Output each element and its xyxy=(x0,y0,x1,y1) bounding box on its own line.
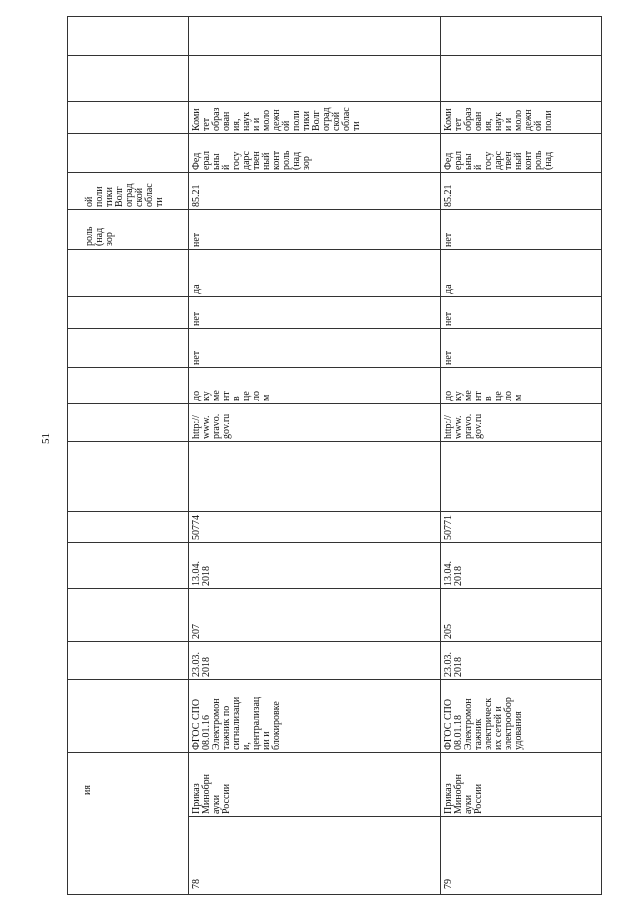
text-line: ия, xyxy=(483,118,494,131)
row-number: 79 xyxy=(443,879,454,889)
text-line: ован xyxy=(221,111,232,131)
row-number: 78 xyxy=(191,879,202,889)
text-line: (над xyxy=(291,151,302,170)
text-line: ФГОС СПО xyxy=(443,698,454,750)
text-line: моло xyxy=(261,109,272,131)
text-line: ован xyxy=(473,111,484,131)
text-line: Минобрн xyxy=(453,773,464,814)
text-line: www. xyxy=(201,415,212,439)
text-line: электрическ xyxy=(483,697,494,750)
text-line: оград xyxy=(124,183,135,207)
text-line: Электромон xyxy=(463,698,474,750)
text-line: Волг xyxy=(311,110,322,131)
authority xyxy=(444,151,554,170)
text-line: удования xyxy=(513,711,524,750)
text-line: образ xyxy=(211,107,222,131)
reg-number: 50771 xyxy=(443,515,454,540)
text-line: блокировке xyxy=(271,701,282,750)
text-line: й xyxy=(221,164,232,170)
text-line: ауки xyxy=(463,794,474,814)
text-line: gov.ru xyxy=(473,413,484,439)
text-line: госу xyxy=(231,151,242,170)
row-divider xyxy=(188,17,189,894)
text-line: тет xyxy=(201,117,212,131)
date-signed xyxy=(192,652,212,677)
text-line: роль xyxy=(281,150,292,170)
flag-b: нет xyxy=(443,311,454,326)
text-line: твен xyxy=(251,151,262,170)
text-line: www. xyxy=(453,415,464,439)
text-line: http:// xyxy=(191,415,202,439)
text-line: ии и xyxy=(261,731,272,750)
text-line: тажник по xyxy=(221,705,232,750)
text-line: ти xyxy=(351,121,362,131)
text-line: ло xyxy=(251,391,262,401)
text-line: gov.ru xyxy=(221,413,232,439)
text-line: м xyxy=(513,394,524,401)
text-line: поли xyxy=(94,186,105,207)
field-divider xyxy=(68,172,601,173)
doc-title xyxy=(444,697,524,750)
text-line: 08.01.18 xyxy=(453,715,464,750)
field-divider xyxy=(68,441,601,442)
text-line: нт xyxy=(221,391,232,401)
text-line: ти xyxy=(154,197,165,207)
text-line: 23.03. xyxy=(443,652,454,677)
text-line: поли xyxy=(291,110,302,131)
text-line: и и xyxy=(503,117,514,131)
text-line: тики xyxy=(104,187,115,207)
text-line: ой xyxy=(84,196,95,207)
field-divider xyxy=(68,133,601,134)
text-line: http:// xyxy=(443,415,454,439)
text-line: ьны xyxy=(463,153,474,170)
flag-a: нет xyxy=(191,350,202,365)
field-divider xyxy=(68,641,601,642)
text-line: электрообор xyxy=(503,697,514,750)
field-divider xyxy=(68,249,601,250)
field-divider xyxy=(68,101,601,102)
field-divider xyxy=(68,403,601,404)
field-divider xyxy=(68,679,601,680)
text-line: и, xyxy=(241,742,252,750)
text-line: м xyxy=(261,394,272,401)
text-line: госу xyxy=(483,151,494,170)
continuation-role xyxy=(85,227,115,246)
text-line: ской xyxy=(331,111,342,131)
text-line: ло xyxy=(503,391,514,401)
text-line: Приказ xyxy=(191,783,202,814)
field-divider xyxy=(68,588,601,589)
source-link xyxy=(444,414,484,439)
text-line: России xyxy=(221,783,232,814)
flag-d: нет xyxy=(443,232,454,247)
date-registered xyxy=(192,561,212,586)
date-signed xyxy=(444,652,464,677)
doc-number: 205 xyxy=(443,624,454,639)
field-divider xyxy=(68,542,601,543)
text-line: тет xyxy=(453,117,464,131)
text-line: Минобрн xyxy=(201,773,212,814)
text-line: 08.01.16 xyxy=(201,715,212,750)
text-line: оград xyxy=(321,107,332,131)
date-registered xyxy=(444,561,464,586)
text-line: тажник xyxy=(473,718,484,750)
text-line: дарс xyxy=(241,151,252,170)
field-divider xyxy=(188,816,601,817)
continuation-text: ия xyxy=(82,785,93,795)
text-line: России xyxy=(473,783,484,814)
text-line: 2018 xyxy=(453,657,464,677)
text-line: ме xyxy=(463,390,474,401)
text-line: тики xyxy=(301,111,312,131)
text-line: до xyxy=(191,390,202,401)
continuation-executor xyxy=(85,183,165,207)
flag-a: нет xyxy=(443,350,454,365)
page-number: 51 xyxy=(40,433,52,444)
text-line: твен xyxy=(503,151,514,170)
text-line: Коми xyxy=(191,108,202,131)
text-line: дарс xyxy=(493,151,504,170)
text-line: наук xyxy=(241,111,252,131)
text-line: 13.04. xyxy=(443,561,454,586)
text-line: 13.04. xyxy=(191,561,202,586)
text-line: Электромон xyxy=(211,698,222,750)
text-line: ой xyxy=(281,120,292,131)
text-line: образ xyxy=(463,107,474,131)
text-line: ия, xyxy=(231,118,242,131)
text-line: их сетей и xyxy=(493,706,504,750)
text-line: зор xyxy=(104,232,115,246)
text-line: зор xyxy=(301,156,312,170)
field-divider xyxy=(68,367,601,368)
text-line: дежн xyxy=(271,109,282,131)
text-line: до xyxy=(443,390,454,401)
text-line: дежн xyxy=(523,109,534,131)
text-line: роль xyxy=(533,150,544,170)
text-line: конт xyxy=(523,150,534,170)
flag-d: нет xyxy=(191,232,202,247)
text-line: ФГОС СПО xyxy=(191,698,202,750)
activity-code: 85.21 xyxy=(191,184,202,207)
text-line: Фед xyxy=(191,152,202,170)
text-line: 2018 xyxy=(201,566,212,586)
text-line: 2018 xyxy=(201,657,212,677)
text-line: ку xyxy=(201,391,212,401)
authority xyxy=(192,151,312,170)
doc-type xyxy=(444,774,484,814)
text-line: централизац xyxy=(251,696,262,750)
text-line: це xyxy=(241,391,252,401)
text-line: нт xyxy=(473,391,484,401)
text-line: облас xyxy=(341,107,352,131)
text-line: облас xyxy=(144,183,155,207)
text-line: Волг xyxy=(114,186,125,207)
text-line: ерал xyxy=(453,151,464,170)
text-line: Коми xyxy=(443,108,454,131)
text-line: ауки xyxy=(211,794,222,814)
text-line: (над xyxy=(94,227,105,246)
text-line: ерал xyxy=(201,151,212,170)
activity-code: 85.21 xyxy=(443,184,454,207)
flag-b: нет xyxy=(191,311,202,326)
text-line: наук xyxy=(493,111,504,131)
document-table xyxy=(67,16,602,895)
doc-title xyxy=(192,697,282,750)
text-line: ный xyxy=(513,152,524,170)
text-line: ку xyxy=(453,391,464,401)
text-line: ьны xyxy=(211,153,222,170)
text-line: (над xyxy=(543,151,554,170)
flag-c: да xyxy=(191,284,202,294)
text-line: сигнализаци xyxy=(231,696,242,750)
text-line: и и xyxy=(251,117,262,131)
flag-c: да xyxy=(443,284,454,294)
text-line: це xyxy=(493,391,504,401)
executor xyxy=(444,108,554,131)
text-line: ской xyxy=(134,187,145,207)
field-divider xyxy=(68,209,601,210)
text-line: моло xyxy=(513,109,524,131)
row-divider xyxy=(440,17,441,894)
text-line: конт xyxy=(271,150,282,170)
text-line: в xyxy=(231,396,242,401)
form xyxy=(444,390,524,401)
text-line: роль xyxy=(84,226,95,246)
text-line: Приказ xyxy=(443,783,454,814)
field-divider xyxy=(68,296,601,297)
text-line: поли xyxy=(543,110,554,131)
text-line: pravo. xyxy=(211,413,222,439)
executor xyxy=(192,107,362,131)
form xyxy=(192,390,272,401)
reg-number: 50774 xyxy=(191,515,202,540)
field-divider xyxy=(68,752,601,753)
field-divider xyxy=(68,55,601,56)
text-line: ме xyxy=(211,390,222,401)
text-line: ой xyxy=(533,120,544,131)
doc-type xyxy=(192,774,232,814)
field-divider xyxy=(68,328,601,329)
text-line: ный xyxy=(261,152,272,170)
text-line: pravo. xyxy=(463,413,474,439)
text-line: Фед xyxy=(443,152,454,170)
doc-number: 207 xyxy=(191,624,202,639)
text-line: 23.03. xyxy=(191,652,202,677)
text-line: й xyxy=(473,164,484,170)
text-line: в xyxy=(483,396,494,401)
field-divider xyxy=(68,511,601,512)
source-link xyxy=(192,414,232,439)
text-line: 2018 xyxy=(453,566,464,586)
